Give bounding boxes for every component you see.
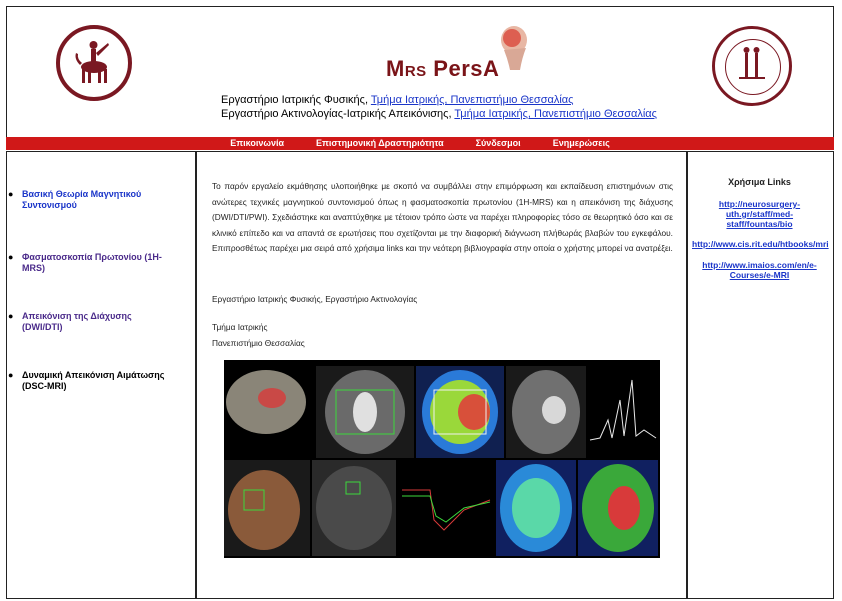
link-imaios[interactable] xyxy=(687,260,832,280)
nav-news[interactable]: Ενημερώσεις xyxy=(552,138,610,148)
university-seal-right xyxy=(712,26,792,106)
useful-links-heading: Χρήσιμα Links xyxy=(728,177,791,187)
top-nav-bar xyxy=(6,137,834,150)
department-link[interactable]: Τμήμα Ιατρικής, Πανεπιστήμιο Θεσσαλίας xyxy=(454,108,657,120)
lab-line-medical-physics xyxy=(221,94,573,106)
bullet-icon: ● xyxy=(8,311,14,321)
site-title: MRS PersA xyxy=(386,56,500,81)
nav-links[interactable]: Σύνδεσμοι xyxy=(475,138,521,148)
link-line: http://neurosurgery- xyxy=(718,199,801,209)
link-line: staff/fountas/bio xyxy=(726,219,793,229)
link-line: http://www.imaios.com/en/e- xyxy=(702,260,817,270)
link-neurosurgery[interactable] xyxy=(687,199,832,229)
sidebar-item-label: Απεικόνιση της Διάχυσης (DWI/DTI) xyxy=(22,311,132,332)
university-logo-left xyxy=(56,25,132,101)
intro-paragraph: Το παρόν εργαλείο εκμάθησης υλοποιήθηκε με σκοπό να συμβάλλει στην επιμόρφωση και εκπαίδευση επιστημόνων στις ανώτερες τεχνικές μαγνητικού συντονισμού όπως η φασματοσκοπία πρωτονίου (1H-MRS) και η απεικόνιση της διάχυσης (DWI/DTI/PWI). Σχεδιάστηκε και αναπτύχθηκε με τέτοιον τρόπο ώστε να παρέχει πληροφορίες τόσο σε θεωρητικό όσο και σε κλινικό επίπεδο και να απαντά σε ερωτήσεις που σχετίζονται με την διαφορική διάγνωση πλήθωράς βλαβών του εγκεφάλου. Επιπροσθέτως παρέχει μια σειρά από χρήσιμα links και την νεότερη βιβλιογραφία στην οποία ο χρήστης μπορεί να ανατρέξει. xyxy=(212,181,673,254)
lab-name: Εργαστήριο Ιατρικής Φυσικής, xyxy=(221,94,371,106)
nav-research-activity[interactable]: Επιστημονική Δραστηριότητα xyxy=(316,138,444,148)
department-link[interactable]: Τμήμα Ιατρικής, Πανεπιστήμιο Θεσσαλίας xyxy=(370,94,574,106)
sidebar-item-diffusion[interactable] xyxy=(8,311,172,333)
lab-name: Εργαστήριο Ακτινολογίας-Ιατρικής Απεικόνισης, xyxy=(221,108,455,120)
nav-contact[interactable]: Επικοινωνία xyxy=(230,138,284,148)
link-line: Courses/e-MRI xyxy=(729,270,790,280)
sidebar-item-mr-theory[interactable] xyxy=(8,189,172,211)
bullet-icon: ● xyxy=(8,370,14,380)
sidebar-item-perfusion[interactable] xyxy=(8,370,184,392)
brain-head-icon xyxy=(496,24,532,72)
link-rit-htbooks[interactable]: http://www.cis.rit.edu/htbooks/mri xyxy=(692,239,829,249)
link-line: uth.gr/staff/med- xyxy=(725,209,794,219)
sidebar-item-label: Βασική Θεωρία Μαγνητικού Συντονισμού xyxy=(22,189,142,210)
sidebar-item-label: Δυναμική Απεικόνιση Αιμάτωσης (DSC-MRI) xyxy=(22,370,165,391)
department-line: Τμήμα Ιατρικής xyxy=(212,322,268,332)
sidebar-item-label: Φασματοσκοπία Πρωτονίου (1H-MRS) xyxy=(22,252,162,273)
labs-line: Εργαστήριο Ιατρικής Φυσικής, Εργαστήριο Ακτινολογίας xyxy=(212,294,418,304)
mri-collage-image xyxy=(224,360,660,558)
bullet-icon: ● xyxy=(8,189,14,199)
bullet-icon: ● xyxy=(8,252,14,262)
lab-line-radiology xyxy=(221,108,657,120)
sidebar-item-proton-mrs[interactable] xyxy=(8,252,184,274)
university-line: Πανεπιστήμιο Θεσσαλίας xyxy=(212,338,305,348)
